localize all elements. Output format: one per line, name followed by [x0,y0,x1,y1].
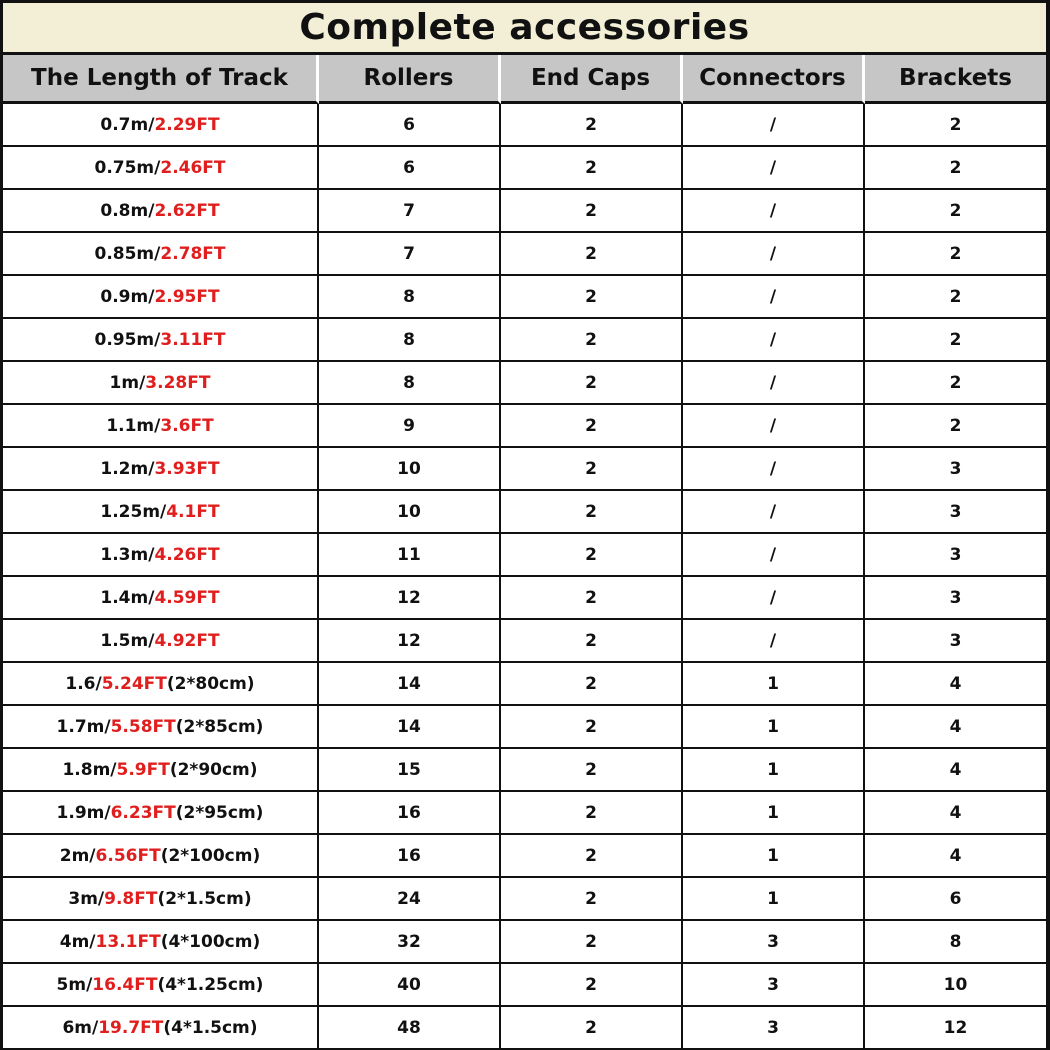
connectors-cell: / [683,190,865,233]
connectors-cell: / [683,448,865,491]
length-meters: 1.8m/ [62,759,117,780]
length-meters: 1.4m/ [100,587,155,608]
track-length-cell [3,835,319,878]
connectors-cell: 3 [683,964,865,1007]
table-row [3,792,1046,835]
length-feet: 4.92FT [154,630,220,651]
end-caps-cell: 2 [501,147,683,190]
length-segments: (2*90cm) [169,759,258,780]
rollers-cell: 6 [319,147,501,190]
length-feet: 3.6FT [160,415,214,436]
length-feet: 6.56FT [95,845,161,866]
table-row [3,577,1046,620]
brackets-cell: 2 [865,190,1046,233]
length-feet: 2.78FT [160,243,226,264]
brackets-cell: 3 [865,620,1046,663]
track-length-cell [3,534,319,577]
length-meters: 1.5m/ [100,630,155,651]
rollers-cell: 6 [319,104,501,147]
rollers-cell: 40 [319,964,501,1007]
length-meters: 3m/ [68,888,105,909]
rollers-cell: 14 [319,663,501,706]
table-row [3,233,1046,276]
end-caps-cell: 2 [501,104,683,147]
track-length-cell [3,276,319,319]
brackets-cell: 4 [865,835,1046,878]
length-feet: 5.9FT [116,759,170,780]
track-length-cell [3,921,319,964]
table-row [3,620,1046,663]
length-meters: 1.9m/ [56,802,111,823]
connectors-cell: / [683,405,865,448]
track-length-cell [3,620,319,663]
rollers-cell: 11 [319,534,501,577]
track-length-cell [3,448,319,491]
table-row [3,663,1046,706]
rollers-cell: 32 [319,921,501,964]
length-feet: 3.28FT [145,372,211,393]
length-meters: 4m/ [59,931,96,952]
length-feet: 3.93FT [154,458,220,479]
header-row [3,55,1046,104]
connectors-cell: / [683,491,865,534]
rollers-cell: 8 [319,362,501,405]
length-feet: 4.59FT [154,587,220,608]
header-end-caps: End Caps [501,55,683,104]
table-row [3,448,1046,491]
end-caps-cell: 2 [501,276,683,319]
length-feet: 13.1FT [95,931,161,952]
track-length-cell [3,147,319,190]
rollers-cell: 10 [319,448,501,491]
length-meters: 1.6/ [65,673,102,694]
track-length-cell [3,362,319,405]
length-segments: (4*1.25cm) [157,974,264,995]
table-row [3,147,1046,190]
track-length-cell [3,663,319,706]
length-meters: 1.2m/ [100,458,155,479]
table-row [3,878,1046,921]
connectors-cell: 1 [683,663,865,706]
length-feet: 4.26FT [154,544,220,565]
length-feet: 19.7FT [98,1017,164,1038]
track-length-cell [3,964,319,1007]
end-caps-cell: 2 [501,534,683,577]
brackets-cell: 2 [865,147,1046,190]
track-length-cell [3,233,319,276]
brackets-cell: 2 [865,104,1046,147]
connectors-cell: 3 [683,921,865,964]
length-segments: (2*80cm) [166,673,255,694]
end-caps-cell: 2 [501,835,683,878]
brackets-cell: 12 [865,1007,1046,1048]
brackets-cell: 2 [865,233,1046,276]
connectors-cell: 3 [683,1007,865,1048]
brackets-cell: 4 [865,792,1046,835]
table-row [3,276,1046,319]
table-row [3,190,1046,233]
end-caps-cell: 2 [501,706,683,749]
length-meters: 1.25m/ [100,501,167,522]
length-meters: 0.8m/ [100,200,155,221]
track-length-cell [3,190,319,233]
table-row [3,706,1046,749]
brackets-cell: 4 [865,706,1046,749]
length-meters: 0.7m/ [100,114,155,135]
length-segments: (4*100cm) [160,931,261,952]
connectors-cell: 1 [683,835,865,878]
length-meters: 0.9m/ [100,286,155,307]
table-row [3,405,1046,448]
end-caps-cell: 2 [501,1007,683,1048]
end-caps-cell: 2 [501,491,683,534]
table-row [3,104,1046,147]
brackets-cell: 2 [865,319,1046,362]
length-meters: 2m/ [59,845,96,866]
table-row [3,362,1046,405]
length-feet: 16.4FT [92,974,158,995]
track-length-cell [3,749,319,792]
table-row [3,835,1046,878]
brackets-cell: 2 [865,405,1046,448]
length-feet: 5.24FT [101,673,167,694]
track-length-cell [3,792,319,835]
header-brackets: Brackets [865,55,1046,104]
connectors-cell: / [683,276,865,319]
brackets-cell: 10 [865,964,1046,1007]
table-row [3,534,1046,577]
rollers-cell: 24 [319,878,501,921]
length-segments: (2*100cm) [160,845,261,866]
brackets-cell: 2 [865,276,1046,319]
track-length-cell [3,878,319,921]
connectors-cell: 1 [683,878,865,921]
track-length-cell [3,104,319,147]
rollers-cell: 10 [319,491,501,534]
end-caps-cell: 2 [501,964,683,1007]
length-feet: 3.11FT [160,329,226,350]
length-feet: 5.58FT [110,716,176,737]
rollers-cell: 14 [319,706,501,749]
connectors-cell: / [683,147,865,190]
rollers-cell: 8 [319,319,501,362]
end-caps-cell: 2 [501,362,683,405]
end-caps-cell: 2 [501,233,683,276]
header-connectors: Connectors [683,55,865,104]
table-row [3,319,1046,362]
track-length-cell [3,1007,319,1048]
rollers-cell: 15 [319,749,501,792]
length-meters: 1.3m/ [100,544,155,565]
table-body [3,104,1046,1048]
length-feet: 2.62FT [154,200,220,221]
connectors-cell: / [683,233,865,276]
brackets-cell: 4 [865,663,1046,706]
track-length-cell [3,405,319,448]
length-meters: 5m/ [56,974,93,995]
page-title: Complete accessories [3,3,1046,52]
end-caps-cell: 2 [501,878,683,921]
length-feet: 2.95FT [154,286,220,307]
length-meters: 1.7m/ [56,716,111,737]
length-segments: (2*95cm) [175,802,264,823]
rollers-cell: 8 [319,276,501,319]
connectors-cell: / [683,104,865,147]
end-caps-cell: 2 [501,921,683,964]
brackets-cell: 3 [865,491,1046,534]
table-row [3,921,1046,964]
table-row [3,491,1046,534]
end-caps-cell: 2 [501,190,683,233]
length-meters: 1m/ [109,372,146,393]
track-length-cell [3,577,319,620]
brackets-cell: 3 [865,534,1046,577]
brackets-cell: 6 [865,878,1046,921]
connectors-cell: / [683,319,865,362]
rollers-cell: 7 [319,190,501,233]
length-segments: (2*85cm) [175,716,264,737]
rollers-cell: 12 [319,577,501,620]
connectors-cell: / [683,620,865,663]
end-caps-cell: 2 [501,792,683,835]
length-feet: 6.23FT [110,802,176,823]
length-feet: 2.46FT [160,157,226,178]
rollers-cell: 16 [319,792,501,835]
connectors-cell: 1 [683,706,865,749]
end-caps-cell: 2 [501,620,683,663]
rollers-cell: 9 [319,405,501,448]
end-caps-cell: 2 [501,577,683,620]
length-segments: (4*1.5cm) [163,1017,258,1038]
connectors-cell: 1 [683,792,865,835]
connectors-cell: / [683,577,865,620]
length-feet: 4.1FT [166,501,220,522]
brackets-cell: 2 [865,362,1046,405]
header-track-length: The Length of Track [3,55,319,104]
end-caps-cell: 2 [501,749,683,792]
connectors-cell: / [683,534,865,577]
brackets-cell: 3 [865,577,1046,620]
table-row [3,749,1046,792]
header-rollers: Rollers [319,55,501,104]
table-row [3,964,1046,1007]
length-meters: 0.75m/ [94,157,161,178]
rollers-cell: 12 [319,620,501,663]
track-length-cell [3,319,319,362]
end-caps-cell: 2 [501,448,683,491]
length-meters: 1.1m/ [106,415,161,436]
track-length-cell [3,491,319,534]
brackets-cell: 3 [865,448,1046,491]
table-row [3,1007,1046,1048]
connectors-cell: 1 [683,749,865,792]
rollers-cell: 7 [319,233,501,276]
length-feet: 9.8FT [104,888,158,909]
brackets-cell: 8 [865,921,1046,964]
end-caps-cell: 2 [501,405,683,448]
end-caps-cell: 2 [501,663,683,706]
length-meters: 0.85m/ [94,243,161,264]
track-length-cell [3,706,319,749]
rollers-cell: 16 [319,835,501,878]
end-caps-cell: 2 [501,319,683,362]
length-segments: (2*1.5cm) [157,888,252,909]
length-meters: 0.95m/ [94,329,161,350]
length-feet: 2.29FT [154,114,220,135]
connectors-cell: / [683,362,865,405]
length-meters: 6m/ [62,1017,99,1038]
brackets-cell: 4 [865,749,1046,792]
accessories-table [3,55,1046,1048]
rollers-cell: 48 [319,1007,501,1048]
